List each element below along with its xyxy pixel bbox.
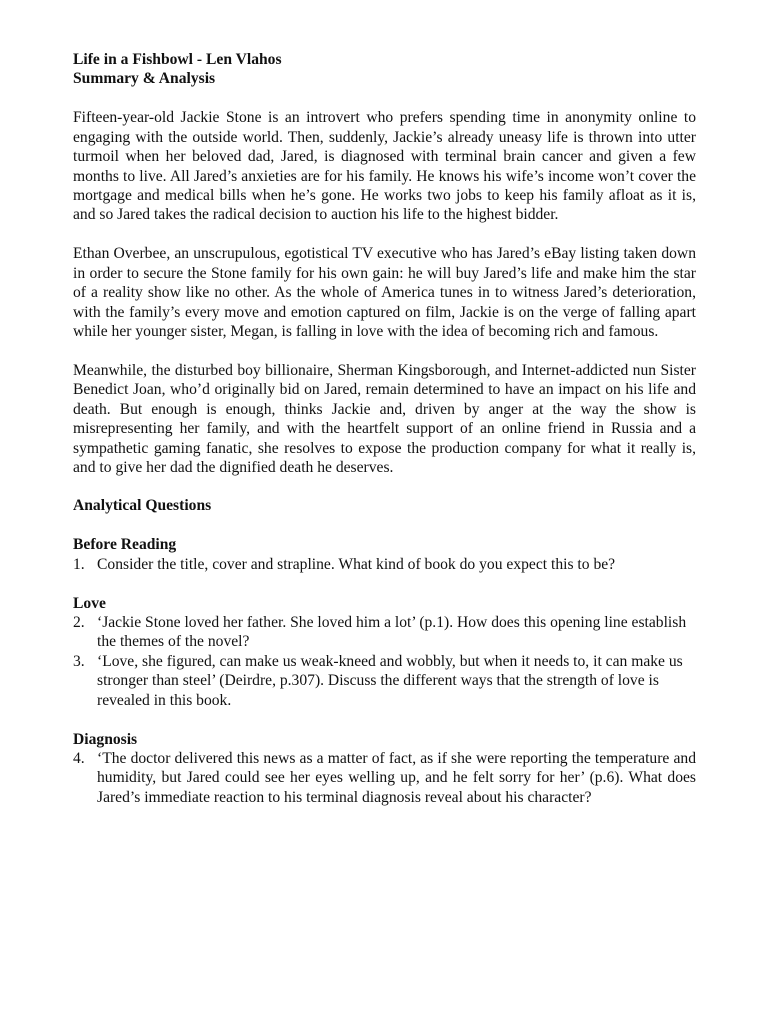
before-reading-heading: Before Reading <box>73 536 177 554</box>
analytical-questions-heading: Analytical Questions <box>73 497 212 515</box>
summary-paragraph-1: Fifteen-year-old Jackie Stone is an introvert who prefers spending time in anonymity online to engaging with the outside world. Then, suddenly, Jackie’s already uneasy life is thrown into utter turmoil when her beloved dad, Jared, is diagnosed with terminal brain cancer and given a few months to live. All Jared’s anxieties are for his family. He knows his wife’s income won’t cover the mortgage and medical bills when he’s gone. He works two jobs to keep his family afloat as it is, and so Jared takes the radical decision to auction his life to the highest bidder. <box>73 109 696 224</box>
question-text: ‘Jackie Stone loved her father. She loved him a lot’ (p.1). How does this opening line establish the themes of the novel? <box>97 614 687 651</box>
document-title: Life in a Fishbowl - Len Vlahos <box>73 51 282 68</box>
document-page <box>73 50 696 807</box>
document-subtitle: Summary & Analysis <box>73 70 216 88</box>
question-number: 4. <box>73 749 85 767</box>
question-item <box>73 613 696 652</box>
diagnosis-list <box>73 749 696 807</box>
question-item <box>73 749 696 807</box>
question-number: 3. <box>73 652 85 670</box>
question-item <box>73 652 696 710</box>
question-number: 1. <box>73 555 85 573</box>
question-number: 2. <box>73 614 85 632</box>
summary-paragraph-3: Meanwhile, the disturbed boy billionaire, Sherman Kingsborough, and Internet-addicted nun Sister Benedict Joan, who’d originally bid on Jared, remain determined to have an impact on his life and death. But enough is enough, thinks Jackie and, driven by anger at the way the show is misrepresenting her family, and with the heartfelt support of an online friend in Russia and a sympathetic gaming fanatic, she resolves to expose the production company for what it really is, and to give her dad the dignified death he deserves. <box>73 361 696 476</box>
question-text: ‘Love, she figured, can make us weak-kneed and wobbly, but when it needs to, it can make us stronger than steel’ (Deirdre, p.307). Discuss the different ways that the strength of love is revealed in this book. <box>97 652 683 709</box>
question-item <box>73 555 696 574</box>
question-text: Consider the title, cover and strapline. What kind of book do you expect this to be? <box>97 555 616 573</box>
question-text: ‘The doctor delivered this news as a matter of fact, as if she were reporting the temperature and humidity, but Jared could see her eyes welling up, and he felt sorry for her’ (p.6). What does Jared’s immediate reaction to his terminal diagnosis reveal about his character? <box>97 749 696 806</box>
diagnosis-heading: Diagnosis <box>73 730 138 748</box>
summary-paragraph-2: Ethan Overbee, an unscrupulous, egotistical TV executive who has Jared’s eBay listing taken down in order to secure the Stone family for his own gain: he will buy Jared’s life and make him the star of a reality show like no other. As the whole of America tunes in to witness Jared’s deterioration, with the family’s every move and emotion captured on film, Jackie is on the verge of falling apart while her younger sister, Megan, is falling in love with the idea of becoming rich and famous. <box>73 245 696 340</box>
love-heading: Love <box>73 594 106 612</box>
love-list <box>73 613 696 710</box>
before-reading-list <box>73 555 696 574</box>
